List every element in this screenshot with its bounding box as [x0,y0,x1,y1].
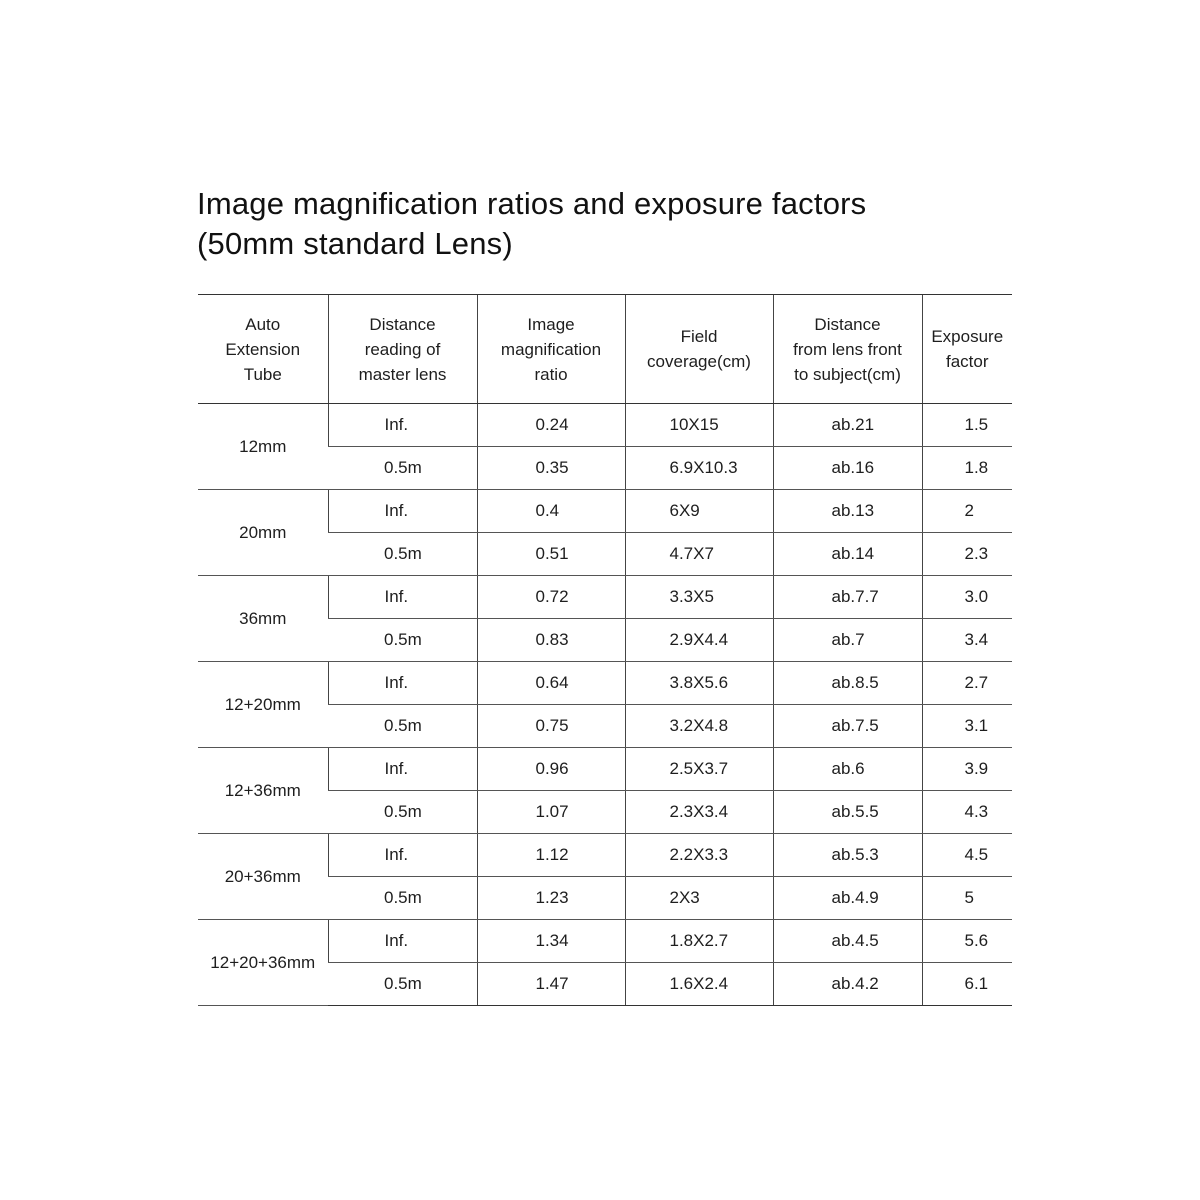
ratio-cell: 1.12 [477,834,625,877]
tube-cell: 20+36mm [198,834,328,920]
tube-cell: 12+20mm [198,662,328,748]
ratio-cell: 0.51 [477,533,625,576]
distance-from-lens-cell: ab.14 [773,533,922,576]
ratio-cell: 0.72 [477,576,625,619]
distance-cell: 0.5m [328,533,477,576]
ratio-cell: 0.35 [477,447,625,490]
distance-cell: Inf. [328,748,477,791]
ratio-cell: 0.75 [477,705,625,748]
table-row [198,490,1012,533]
table-row [198,834,1012,877]
distance-from-lens-cell: ab.8.5 [773,662,922,705]
exposure-factor-cell: 2.7 [922,662,1012,705]
field-coverage-cell: 6.9X10.3 [625,447,773,490]
distance-from-lens-cell: ab.7 [773,619,922,662]
header-distance-reading: Distance reading of master lens [328,295,477,404]
exposure-factor-cell: 1.8 [922,447,1012,490]
table-row [198,404,1012,447]
field-coverage-cell: 2.3X3.4 [625,791,773,834]
field-coverage-cell: 3.2X4.8 [625,705,773,748]
field-coverage-cell: 2.5X3.7 [625,748,773,791]
ratio-cell: 0.4 [477,490,625,533]
distance-cell: Inf. [328,490,477,533]
tube-cell: 12+20+36mm [198,920,328,1006]
tube-cell: 12mm [198,404,328,490]
exposure-factor-cell: 3.4 [922,619,1012,662]
field-coverage-cell: 3.3X5 [625,576,773,619]
distance-from-lens-cell: ab.16 [773,447,922,490]
header-magnification-ratio: Image magnification ratio [477,295,625,404]
field-coverage-cell: 10X15 [625,404,773,447]
ratio-cell: 0.24 [477,404,625,447]
exposure-factor-cell: 2 [922,490,1012,533]
exposure-factor-cell: 1.5 [922,404,1012,447]
field-coverage-cell: 4.7X7 [625,533,773,576]
header-row [198,295,1012,404]
table-row [198,920,1012,963]
ratio-cell: 0.83 [477,619,625,662]
distance-from-lens-cell: ab.13 [773,490,922,533]
tube-cell: 20mm [198,490,328,576]
distance-cell: 0.5m [328,447,477,490]
ratio-cell: 1.07 [477,791,625,834]
tube-cell: 36mm [198,576,328,662]
distance-cell: Inf. [328,662,477,705]
exposure-factor-cell: 3.0 [922,576,1012,619]
exposure-factor-cell: 4.3 [922,791,1012,834]
header-exposure-factor: Exposure factor [922,295,1012,404]
distance-from-lens-cell: ab.7.7 [773,576,922,619]
distance-cell: 0.5m [328,791,477,834]
ratio-cell: 0.64 [477,662,625,705]
distance-cell: 0.5m [328,619,477,662]
field-coverage-cell: 1.6X2.4 [625,963,773,1006]
ratio-cell: 1.23 [477,877,625,920]
distance-from-lens-cell: ab.4.5 [773,920,922,963]
field-coverage-cell: 3.8X5.6 [625,662,773,705]
header-tube: Auto Extension Tube [198,295,328,404]
table-body [198,404,1012,1006]
table-row [198,662,1012,705]
field-coverage-cell: 2.9X4.4 [625,619,773,662]
distance-cell: 0.5m [328,877,477,920]
distance-from-lens-cell: ab.5.5 [773,791,922,834]
distance-cell: 0.5m [328,705,477,748]
distance-cell: Inf. [328,920,477,963]
table-row [198,576,1012,619]
page-title [197,184,1017,264]
magnification-table [198,294,1012,1006]
distance-cell: Inf. [328,576,477,619]
distance-from-lens-cell: ab.6 [773,748,922,791]
exposure-factor-cell: 2.3 [922,533,1012,576]
tube-cell: 12+36mm [198,748,328,834]
exposure-factor-cell: 3.9 [922,748,1012,791]
header-distance-from-lens: Distance from lens front to subject(cm) [773,295,922,404]
ratio-cell: 1.34 [477,920,625,963]
exposure-factor-cell: 5.6 [922,920,1012,963]
field-coverage-cell: 2X3 [625,877,773,920]
distance-from-lens-cell: ab.7.5 [773,705,922,748]
exposure-factor-cell: 4.5 [922,834,1012,877]
distance-from-lens-cell: ab.4.9 [773,877,922,920]
exposure-factor-cell: 6.1 [922,963,1012,1006]
ratio-cell: 0.96 [477,748,625,791]
field-coverage-cell: 6X9 [625,490,773,533]
exposure-factor-cell: 3.1 [922,705,1012,748]
ratio-cell: 1.47 [477,963,625,1006]
exposure-factor-cell: 5 [922,877,1012,920]
header-field-coverage: Field coverage(cm) [625,295,773,404]
field-coverage-cell: 2.2X3.3 [625,834,773,877]
distance-from-lens-cell: ab.4.2 [773,963,922,1006]
distance-cell: Inf. [328,404,477,447]
title-line-1: Image magnification ratios and exposure factors [197,186,867,221]
title-line-2: (50mm standard Lens) [197,226,513,261]
distance-from-lens-cell: ab.5.3 [773,834,922,877]
distance-cell: 0.5m [328,963,477,1006]
field-coverage-cell: 1.8X2.7 [625,920,773,963]
distance-from-lens-cell: ab.21 [773,404,922,447]
distance-cell: Inf. [328,834,477,877]
table-row [198,748,1012,791]
